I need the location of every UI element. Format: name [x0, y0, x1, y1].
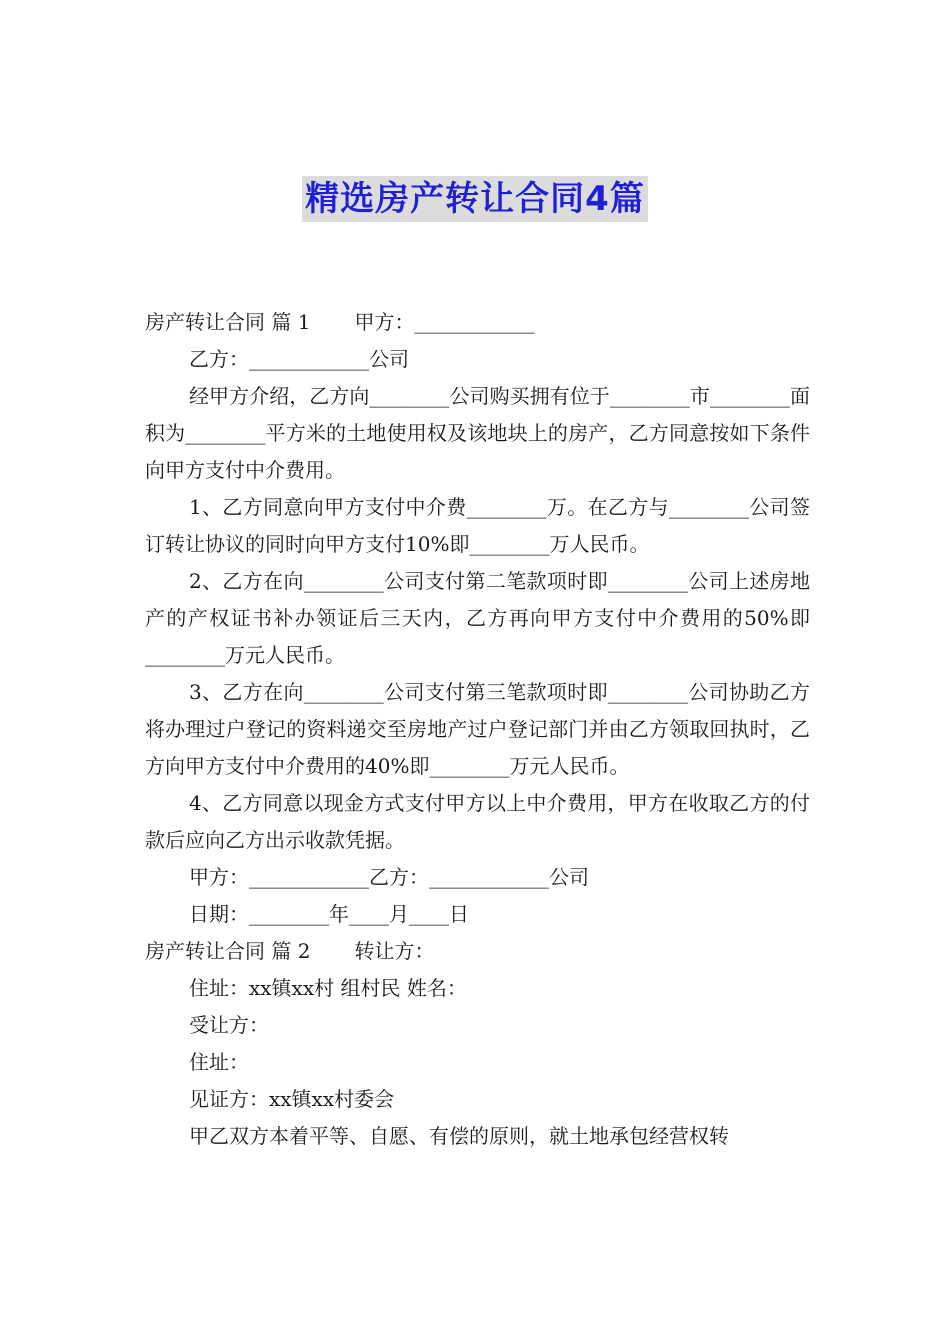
signature-line: 甲方：____________乙方：____________公司 [189, 865, 589, 889]
section-1-clause-2: 2、乙方在向________公司支付第二笔款项时即________公司上述房地产的产权证书补办领证后三天内，乙方再向甲方支付中介费用的50%即________万元人民币。 [145, 569, 810, 667]
section-1-heading: 房产转让合同 篇 1 [145, 310, 311, 334]
section-1-clause-3: 3、乙方在向________公司支付第三笔款项时即________公司协助乙方将办理过户登记的资料递交至房地产过户登记部门并由乙方领取回执时，乙方向甲方支付中介费用的40%即________万元人民币。 [145, 680, 810, 778]
title-container [0, 176, 950, 222]
section-1-paragraph-intro: 经甲方介绍，乙方向________公司购买拥有位于________市________面积为________平方米的土地使用权及该地块上的房产，乙方同意按如下条件向甲方支付中介费用。 [145, 384, 810, 482]
party-a-field: 甲方：____________ [354, 310, 535, 334]
transferee-address: 住址： [189, 1050, 249, 1074]
document-body [145, 304, 810, 1155]
section-2-heading: 房产转让合同 篇 2 [145, 939, 311, 963]
section-2-heading-line [145, 933, 810, 970]
date-line: 日期：________年____月____日 [189, 902, 469, 926]
document-title: 精选房产转让合同4篇 [302, 176, 648, 222]
transferor-label: 转让方： [354, 939, 435, 963]
witness-line: 见证方：xx镇xx村委会 [189, 1087, 395, 1111]
section-1-clause-1: 1、乙方同意向甲方支付中介费________万。在乙方与________公司签订转让协议的同时向甲方支付10%即________万人民币。 [145, 495, 810, 556]
section-1-heading-line [145, 304, 810, 341]
party-b-field: 乙方：____________公司 [189, 347, 409, 371]
transferor-address: 住址：xx镇xx村 组村民 姓名： [189, 976, 467, 1000]
section-2-paragraph-1: 甲乙双方本着平等、自愿、有偿的原则，就土地承包经营权转 [189, 1124, 729, 1148]
transferee-label: 受让方： [189, 1013, 269, 1037]
section-1-clause-4: 4、乙方同意以现金方式支付甲方以上中介费用，甲方在收取乙方的付款后应向乙方出示收款凭据。 [145, 791, 810, 852]
